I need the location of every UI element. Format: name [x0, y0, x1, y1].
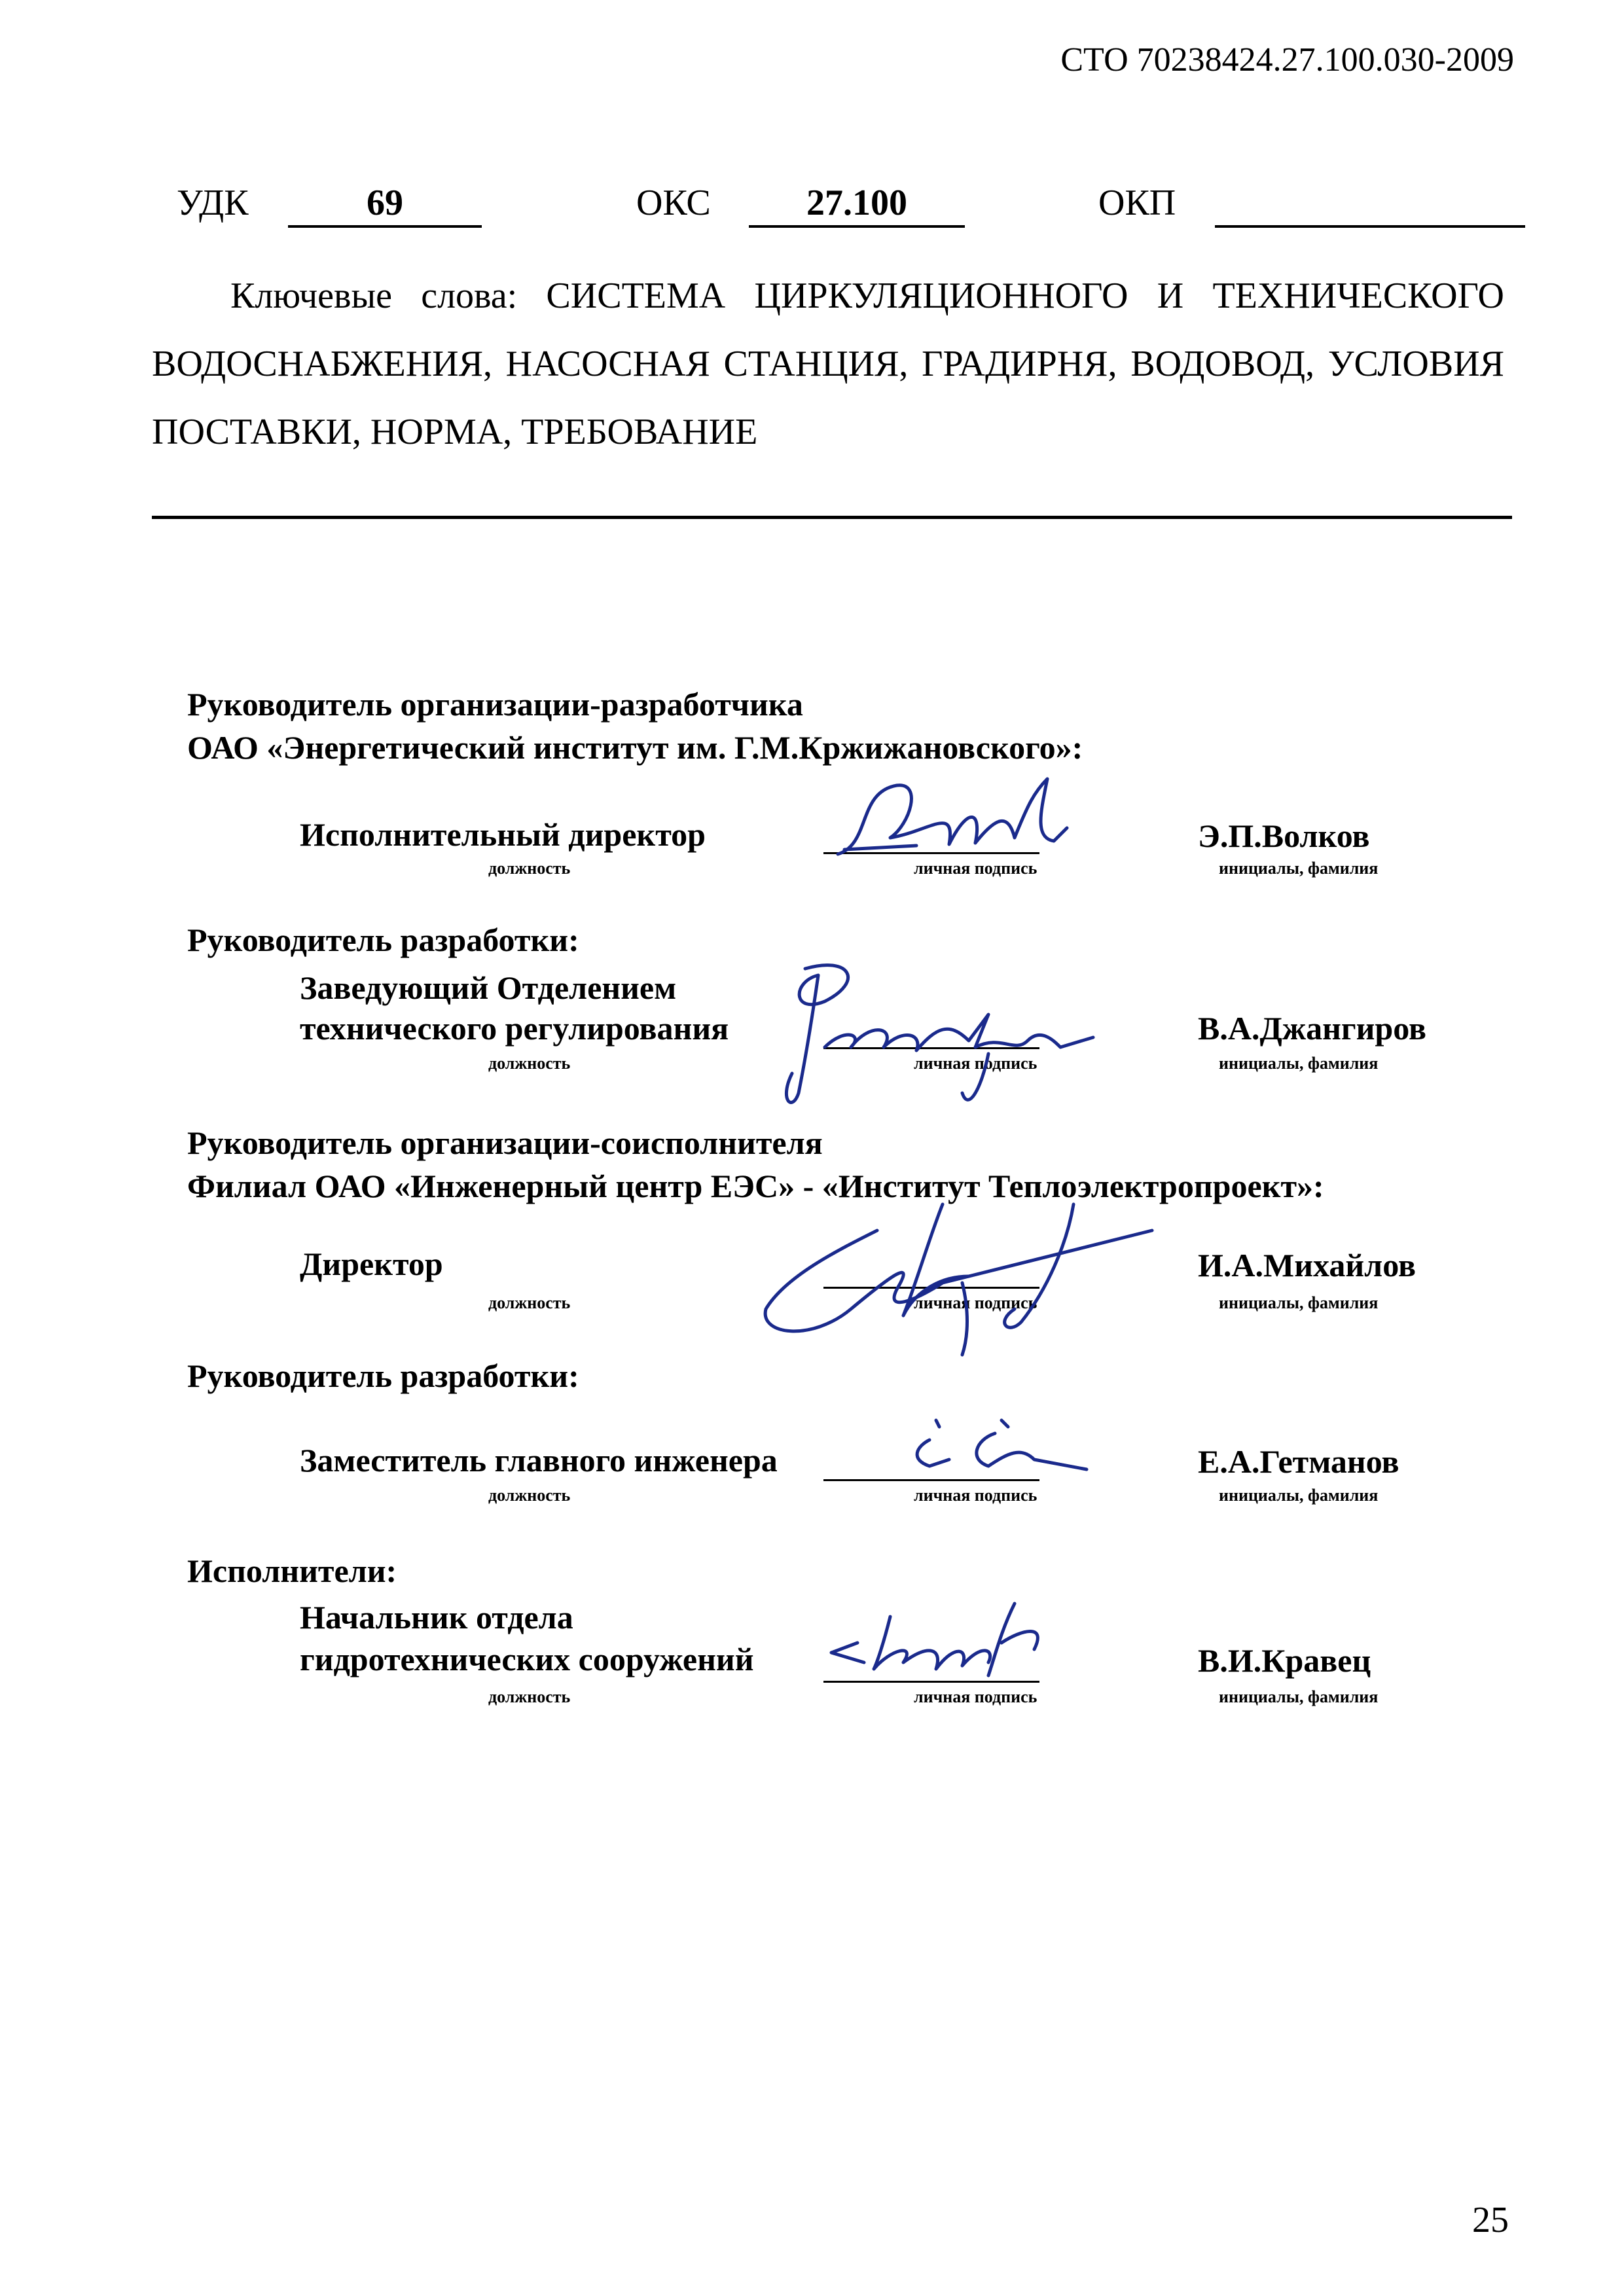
block1-signature	[818, 766, 1093, 870]
block5-caption-signature: личная подпись	[914, 1687, 1038, 1706]
block1-caption-name: инициалы, фамилия	[1219, 859, 1379, 878]
block5-caption-name: инициалы, фамилия	[1219, 1687, 1379, 1706]
block4-caption-signature: личная подпись	[914, 1486, 1038, 1505]
block2-caption-position: должность	[488, 1054, 571, 1073]
block4-position: Заместитель главного инженера	[300, 1442, 778, 1479]
block4-caption-name: инициалы, фамилия	[1219, 1486, 1379, 1505]
block1-caption-signature: личная подпись	[914, 859, 1038, 878]
block5-position-2: гидротехнических сооружений	[300, 1641, 754, 1677]
block3-caption-name: инициалы, фамилия	[1219, 1293, 1379, 1312]
block2-position-2: технического регулирования	[300, 1010, 729, 1047]
block5-position-1: Начальник отдела	[300, 1599, 573, 1636]
block4-heading-1: Руководитель разработки:	[187, 1357, 579, 1394]
block3-position: Директор	[300, 1246, 443, 1282]
block5-name: В.И.Кравец	[1198, 1642, 1371, 1679]
keywords-paragraph	[152, 262, 1504, 466]
oks-value: 27.100	[749, 182, 965, 228]
udk-label: УДК	[177, 183, 249, 223]
block1-position: Исполнительный директор	[300, 816, 706, 853]
okp-value	[1215, 182, 1525, 228]
classification-codes	[177, 178, 1525, 237]
block4-name: Е.А.Гетманов	[1198, 1443, 1399, 1480]
page-number: 25	[1472, 2200, 1509, 2240]
block2-heading-1: Руководитель разработки:	[187, 922, 579, 958]
block2-signature	[753, 942, 1119, 1119]
oks-label: ОКС	[636, 183, 711, 223]
block5-heading-1: Исполнители:	[187, 1552, 397, 1589]
block3-name: И.А.Михайлов	[1198, 1247, 1416, 1283]
document-code: СТО 70238424.27.100.030-2009	[1060, 41, 1514, 79]
block1-name: Э.П.Волков	[1198, 817, 1370, 854]
block2-caption-signature: личная подпись	[914, 1054, 1038, 1073]
block2-caption-name: инициалы, фамилия	[1219, 1054, 1379, 1073]
keywords-label: Ключевые слова:	[230, 276, 518, 316]
okp-label: ОКП	[1098, 183, 1176, 223]
udk-value: 69	[288, 182, 482, 228]
block1-caption-position: должность	[488, 859, 571, 878]
block1-heading-2: ОАО «Энергетический институт им. Г.М.Кржижановского»:	[187, 729, 1083, 766]
block4-caption-position: должность	[488, 1486, 571, 1505]
keywords-text: СИСТЕМА ЦИРКУЛЯЦИОННОГО И ТЕХНИЧЕСКОГО ВОДОСНАБЖЕНИЯ, НАСОСНАЯ СТАНЦИЯ, ГРАДИРНЯ, ВОДОВОД, УСЛОВИЯ ПОСТАВКИ, НОРМА, ТРЕБОВАНИЕ	[152, 276, 1504, 452]
block5-caption-position: должность	[488, 1687, 571, 1706]
separator-line	[152, 516, 1512, 519]
block3-signature	[746, 1178, 1165, 1361]
block2-name: В.А.Джангиров	[1198, 1010, 1426, 1047]
block4-signature	[890, 1407, 1106, 1486]
block1-heading-1: Руководитель организации-разработчика	[187, 686, 803, 723]
block3-caption-signature: личная подпись	[914, 1293, 1038, 1312]
block5-signature	[818, 1590, 1080, 1689]
block3-heading-1: Руководитель организации-соисполнителя	[187, 1124, 823, 1161]
block3-heading-2: Филиал ОАО «Инженерный центр ЕЭС» - «Институт Теплоэлектропроект»:	[187, 1168, 1324, 1204]
block2-position-1: Заведующий Отделением	[300, 969, 677, 1006]
block3-caption-position: должность	[488, 1293, 571, 1312]
